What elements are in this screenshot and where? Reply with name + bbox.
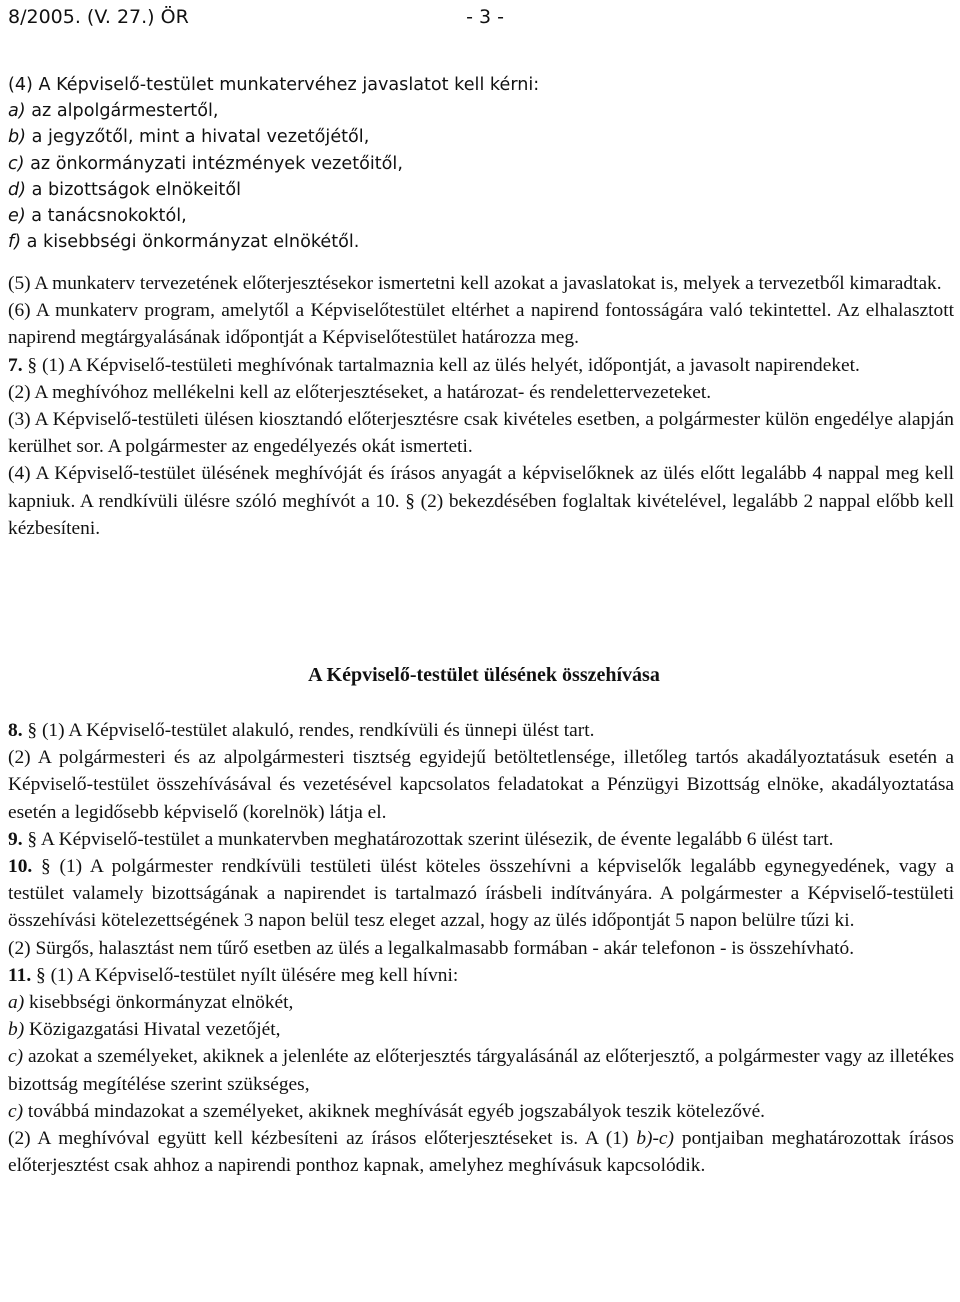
gazette-reference: 8/2005. (V. 27.) ÖR: [8, 6, 189, 28]
item-text: kisebbségi önkormányzat elnökét,: [24, 992, 294, 1014]
item-letter: c): [8, 153, 25, 174]
item-letter: d): [8, 179, 27, 200]
list-item: [8, 98, 539, 124]
section-4-intro: (4) A Képviselő-testület munkatervéhez javaslatot kell kérni:: [8, 75, 540, 95]
section-text: § (1) A Képviselő-testület alakuló, rendes, rendkívüli és ünnepi ülést tart.: [22, 720, 595, 741]
list-item: [8, 203, 539, 229]
section-7-paragraph-3: (3) A Képviselő-testületi ülésen kiosztandó előterjesztésre csak kivételes esetben, a polgármester külön engedélye alapján kerülhet sor. A polgármester az engedélyezés okát ismerteti.: [8, 409, 954, 458]
item-letter: c): [8, 1046, 24, 1068]
section-text: § (1) A polgármester rendkívüli testületi ülést köteles összehívni a képviselők legalább egynegyedének, vagy a testület valamely bizottságának a napirendet is tartalmazó írásbeli indítványára. A polgármester a Képviselő-testületi összehívási kötelezettségének 3 napon belül tesz eleget azzal, hogy az ülés időpontját 5 napon belülre tűzi ki.: [8, 856, 954, 932]
paragraph-5: (5) A munkaterv tervezetének előterjesztésekor ismertetni kell azokat a javaslatokat is, melyek a tervezetből kimaradtak.: [8, 273, 942, 294]
item-text: az alpolgármestertől,: [25, 101, 219, 122]
item-range: b)-c): [636, 1128, 674, 1150]
section-7-paragraph-2: (2) A meghívóhoz mellékelni kell az előterjesztéseket, a határozat- és rendelettervezeteket.: [8, 381, 712, 403]
list-item: [8, 151, 539, 177]
section-10-paragraph-2: (2) Sürgős, halasztást nem tűrő esetben az ülés a legalkalmasabb formában - akár telefonon - is összehívható.: [8, 937, 855, 959]
list-item: [8, 989, 954, 1016]
item-text: a tanácsnokoktól,: [25, 206, 187, 227]
item-text: a bizottságok elnökeitől: [26, 179, 241, 200]
item-letter: f): [8, 232, 22, 253]
item-text: továbbá mindazokat a személyeket, akiknek meghívását egyéb jogszabályok teszik kötelezővé.: [23, 1100, 766, 1122]
item-letter: a): [8, 992, 25, 1014]
section-10-paragraph-1: [8, 853, 954, 935]
section-11-paragraph-2: [8, 1125, 954, 1179]
item-letter: b): [8, 127, 27, 148]
item-letter: e): [8, 206, 26, 227]
item-text: Közigazgatási Hivatal vezetőjét,: [24, 1019, 281, 1041]
section-7-paragraph-1: [8, 352, 954, 379]
list-item: [8, 1098, 954, 1125]
section-8-paragraph-1: [8, 717, 954, 744]
section-7-paragraph-4: (4) A Képviselő-testület ülésének meghívóját és írásos anyagát a képviselőknek az ülés előtt legalább 4 nappal meg kell kapniuk. A rendkívüli ülésre szóló meghívót a 10. § (2) bekezdésében foglaltak kivételével, legalább 2 nappal előbb kell kézbesíteni.: [8, 463, 954, 539]
item-letter: b): [8, 1019, 25, 1041]
section-8-paragraph-2: (2) A polgármesteri és az alpolgármesteri tisztség egyidejű betöltetlensége, illetőleg tartós akadályoztatásuk esetén a Képviselő-testület összehívásával és vezetésével kapcsolatos feladatokat a Pénzügyi Bizottság elnöke, akadályoztatása esetén a legidősebb képviselő (korelnök) látja el.: [8, 747, 954, 823]
section-text-part: pontjaiban meghatározottak írásos előterjesztést csak ahhoz a napirendi ponthoz kapnak, amelyhez meghívásuk kapcsolódik.: [8, 1128, 954, 1177]
item-letter: c): [8, 1100, 24, 1122]
paragraph-6: (6) A munkaterv program, amelytől a Képviselőtestület eltérhet a napirend fontosságára való tekintettel. Az elhalasztott napirend megtárgyalásának időpontját a Képviselőtestület határozza meg.: [8, 300, 954, 349]
item-text: a jegyzőtől, mint a hivatal vezetőjétől,: [26, 127, 370, 148]
section-heading: A Képviselő-testület ülésének összehívása: [308, 664, 660, 686]
list-item: [8, 177, 539, 203]
section-number: 10.: [8, 856, 33, 878]
section-text: § A Képviselő-testület a munkatervben meghatározottak szerint ülésezik, de évente legalább 6 ülést tart.: [22, 828, 834, 850]
list-item: [8, 1043, 954, 1097]
section-number: 8.: [8, 720, 23, 741]
sections-8-11: [8, 717, 954, 1179]
list-item: [8, 1016, 954, 1043]
section-text: § (1) A Képviselő-testület nyílt ülésére meg kell hívni:: [31, 964, 459, 986]
section-9: [8, 826, 954, 853]
section-text: § (1) A Képviselő-testületi meghívónak tartalmaznia kell az ülés helyét, időpontját, a javasolt napirendeket.: [22, 354, 860, 376]
item-text: a kisebbségi önkormányzat elnökétől.: [21, 232, 360, 253]
item-text: az önkormányzati intézmények vezetőitől,: [24, 153, 403, 174]
sections-5-7: [8, 270, 954, 542]
item-letter: a): [8, 101, 26, 122]
page-number: - 3 -: [466, 6, 504, 28]
section-text-part: (2) A meghívóval együtt kell kézbesíteni az írásos előterjesztéseket is. A (1): [8, 1128, 637, 1150]
section-number: 11.: [8, 964, 32, 986]
list-item: [8, 124, 539, 150]
section-number: 7.: [8, 354, 23, 376]
section-4-list: [8, 72, 539, 255]
item-text: azokat a személyeket, akiknek a jelenléte az előterjesztés tárgyalásánál az előterjesztő, a polgármester vagy az illetékes bizottság megítélése szerint szükséges,: [8, 1046, 954, 1095]
page-header: [8, 6, 952, 40]
section-11-paragraph-1: [8, 962, 954, 989]
section-number: 9.: [8, 828, 23, 850]
list-item: [8, 229, 539, 255]
